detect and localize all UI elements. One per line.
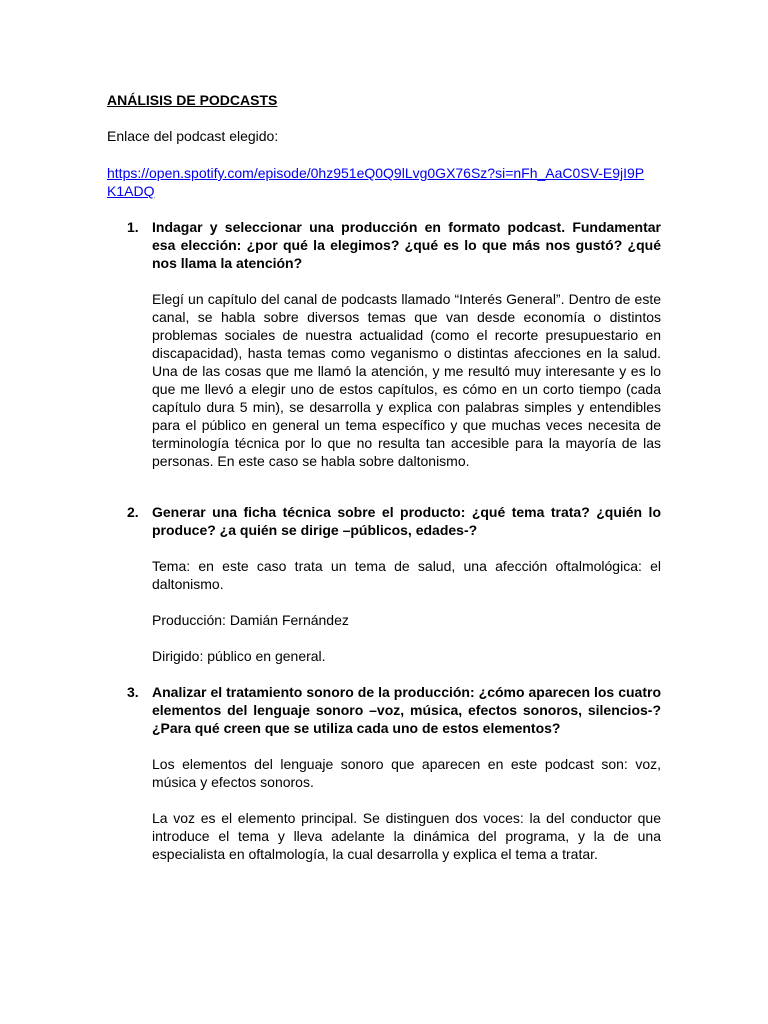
section-1	[127, 218, 661, 470]
section-question: Analizar el tratamiento sonoro de la producción: ¿cómo aparecen los cuatro elementos del lenguaje sonoro –voz, música, efectos sonoros, silencios-? ¿Para qué creen que se utiliza cada uno de estos elementos?	[152, 684, 661, 736]
section-answer: Los elementos del lenguaje sonoro que aparecen en este podcast son: voz, música y efectos sonoros.	[152, 756, 661, 790]
section-answer: Dirigido: público en general.	[152, 648, 326, 664]
link-label: Enlace del podcast elegido:	[107, 128, 279, 144]
section-question: Generar una ficha técnica sobre el producto: ¿qué tema trata? ¿quién lo produce? ¿a quién se dirige –públicos, edades-?	[152, 504, 661, 538]
section-answer: Tema: en este caso trata un tema de salud, una afección oftalmológica: el daltonismo.	[152, 558, 661, 592]
section-number: 1.	[127, 219, 139, 235]
section-3	[127, 683, 661, 863]
section-2	[127, 503, 661, 665]
section-question: Indagar y seleccionar una producción en formato podcast. Fundamentar esa elección: ¿por qué la elegimos? ¿qué es lo que más nos gustó? ¿qué nos llama la atención?	[152, 219, 661, 271]
section-answer: Elegí un capítulo del canal de podcasts llamado “Interés General”. Dentro de este canal, se habla sobre diversos temas que van desde economía o distintos problemas sociales de nuestra actualidad (como el recorte presupuestario en discapacidad), hasta temas como veganismo o distintas afecciones en la salud. Una de las cosas que me llamó la atención, y me resultó muy interesante y es lo que me llevó a elegir uno de estos capítulos, es cómo en un corto tiempo (cada capítulo dura 5 min), se desarrolla y explica con palabras simples y entendibles para el público en general un tema específico y que muchas veces necesita de terminología técnica por lo que no resulta tan accesible para la mayoría de las personas. En este caso se habla sobre daltonismo.	[152, 291, 661, 469]
page-title: ANÁLISIS DE PODCASTS	[107, 92, 278, 108]
section-answer: La voz es el elemento principal. Se distinguen dos voces: la del conductor que introduce el tema y lleva adelante la dinámica del programa, y la de una especialista en oftalmología, la cual desarrolla y explica el tema a tratar.	[152, 810, 661, 862]
podcast-link[interactable]: https://open.spotify.com/episode/0hz951eQ0Q9lLvg0GX76Sz?si=nFh_AaC0SV-E9jI9PK1ADQ	[107, 165, 645, 199]
section-number: 2.	[127, 504, 139, 520]
section-answer: Producción: Damián Fernández	[152, 612, 349, 628]
section-number: 3.	[127, 684, 139, 700]
